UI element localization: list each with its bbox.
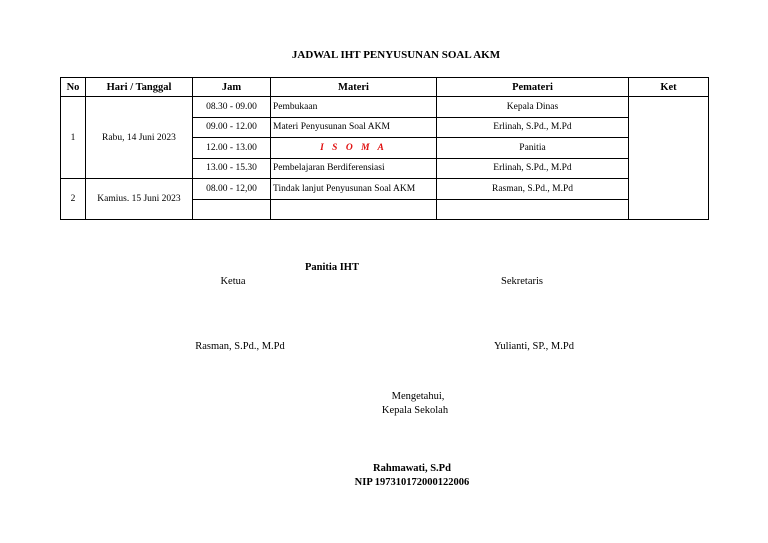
header-no: No xyxy=(61,78,86,97)
principal-nip: NIP 197310172000122006 xyxy=(354,477,470,488)
table-header-row xyxy=(61,78,709,97)
row-pemateri: Rasman, S.Pd., M.Pd xyxy=(437,179,629,200)
sekretaris-label: Sekretaris xyxy=(501,276,543,287)
row-date: Rabu, 14 Juni 2023 xyxy=(86,97,193,179)
ketua-label: Ketua xyxy=(220,276,246,287)
schedule-table xyxy=(60,77,709,220)
acknowledge-line-2: Kepala Sekolah xyxy=(381,405,449,416)
row-jam: 09.00 - 12.00 xyxy=(193,117,271,138)
principal-name: Rahmawati, S.Pd xyxy=(373,463,451,474)
row-pemateri: Panitia xyxy=(437,138,629,159)
row-pemateri: Kepala Dinas xyxy=(437,97,629,118)
committee-title: Panitia IHT xyxy=(305,262,359,273)
ket-cell xyxy=(629,97,709,220)
table-row xyxy=(61,97,709,118)
row-materi: Tindak lanjut Penyusunan Soal AKM xyxy=(271,179,437,200)
row-jam xyxy=(193,199,271,220)
ketua-name: Rasman, S.Pd., M.Pd xyxy=(195,341,285,352)
header-pemateri: Pemateri xyxy=(437,78,629,97)
document-title: JADWAL IHT PENYUSUNAN SOAL AKM xyxy=(291,49,501,61)
row-pemateri: Erlinah, S.Pd., M.Pd xyxy=(437,158,629,179)
row-materi xyxy=(271,199,437,220)
row-jam: 08.00 - 12,00 xyxy=(193,179,271,200)
acknowledge-line-1: Mengetahui, xyxy=(391,391,445,402)
header-hari-tanggal: Hari / Tanggal xyxy=(86,78,193,97)
header-jam: Jam xyxy=(193,78,271,97)
row-pemateri: Erlinah, S.Pd., M.Pd xyxy=(437,117,629,138)
row-no: 1 xyxy=(61,97,86,179)
row-jam: 08.30 - 09.00 xyxy=(193,97,271,118)
header-materi: Materi xyxy=(271,78,437,97)
header-ket: Ket xyxy=(629,78,709,97)
row-materi: Pembukaan xyxy=(271,97,437,118)
row-no: 2 xyxy=(61,179,86,220)
row-materi-isoma: I S O M A xyxy=(271,138,437,159)
table-row xyxy=(61,179,709,200)
row-materi: Materi Penyusunan Soal AKM xyxy=(271,117,437,138)
row-jam: 12.00 - 13.00 xyxy=(193,138,271,159)
row-materi: Pembelajaran Berdiferensiasi xyxy=(271,158,437,179)
sekretaris-name: Yulianti, SP., M.Pd xyxy=(494,341,574,352)
row-date: Kamius. 15 Juni 2023 xyxy=(86,179,193,220)
row-jam: 13.00 - 15.30 xyxy=(193,158,271,179)
row-pemateri xyxy=(437,199,629,220)
